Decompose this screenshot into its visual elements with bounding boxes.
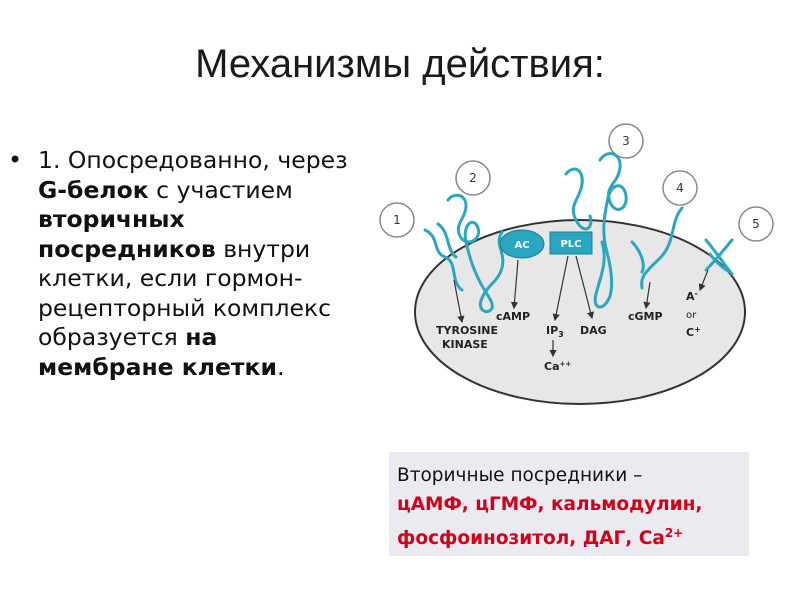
marker-1 bbox=[380, 203, 414, 237]
a-text: A bbox=[686, 290, 695, 303]
bullet-text-part-2: с участием bbox=[148, 175, 293, 204]
marker-4 bbox=[663, 171, 697, 205]
ip-subscript: 3 bbox=[558, 330, 564, 339]
marker-5-label: 5 bbox=[752, 217, 760, 231]
ca-text: Ca bbox=[544, 360, 560, 373]
bullet-dot-icon: • bbox=[8, 146, 23, 174]
marker-5 bbox=[739, 207, 773, 241]
callout-messengers-list: цАМФ, цГМФ, кальмодулин, фосфоинозитол, ДАГ, Ca bbox=[397, 494, 703, 550]
marker-1-label: 1 bbox=[393, 213, 401, 227]
kinase-label: KINASE bbox=[442, 338, 488, 351]
tyrosine-label: TYROSINE bbox=[436, 324, 499, 337]
camp-label: cAMP bbox=[496, 310, 531, 323]
second-messengers-callout bbox=[389, 452, 749, 556]
ip-text: IP bbox=[546, 324, 559, 337]
ac-label: AC bbox=[514, 240, 530, 251]
receptor-mechanisms-diagram bbox=[370, 112, 790, 432]
callout-text bbox=[389, 452, 749, 553]
bullet-text bbox=[38, 146, 360, 382]
receptor-1b bbox=[438, 224, 456, 257]
marker-4-label: 4 bbox=[676, 181, 684, 195]
marker-2-label: 2 bbox=[469, 171, 477, 185]
ca-superscript: ++ bbox=[559, 360, 572, 368]
a-superscript: - bbox=[694, 289, 698, 298]
marker-2 bbox=[456, 161, 490, 195]
bullet-bold-g-protein: G-белок bbox=[38, 175, 149, 204]
c-text: C bbox=[686, 326, 695, 339]
callout-line-1: Вторичные посредники – bbox=[397, 465, 643, 486]
bullet-bold-second-messengers: вторичных посредников bbox=[38, 205, 216, 263]
bullet-bold-membrane: на мембране клетки bbox=[38, 323, 277, 381]
marker-3-label: 3 bbox=[622, 134, 630, 148]
bullet-text-part-4: . bbox=[276, 352, 285, 381]
or-label: or bbox=[686, 310, 697, 321]
cgmp-label: cGMP bbox=[628, 310, 663, 323]
slide-title: Механизмы действия: bbox=[195, 42, 605, 86]
plc-label: PLC bbox=[560, 239, 582, 250]
bullet-text-part-3: внутри клетки, если гормон-рецепторный комплекс образуется bbox=[38, 234, 332, 351]
bullet-text-part-1: 1. Опосредованно, через bbox=[38, 146, 348, 174]
callout-superscript: 2+ bbox=[664, 526, 684, 540]
bullet-point bbox=[8, 146, 360, 382]
c-superscript: + bbox=[694, 325, 701, 334]
dag-label: DAG bbox=[580, 324, 607, 337]
